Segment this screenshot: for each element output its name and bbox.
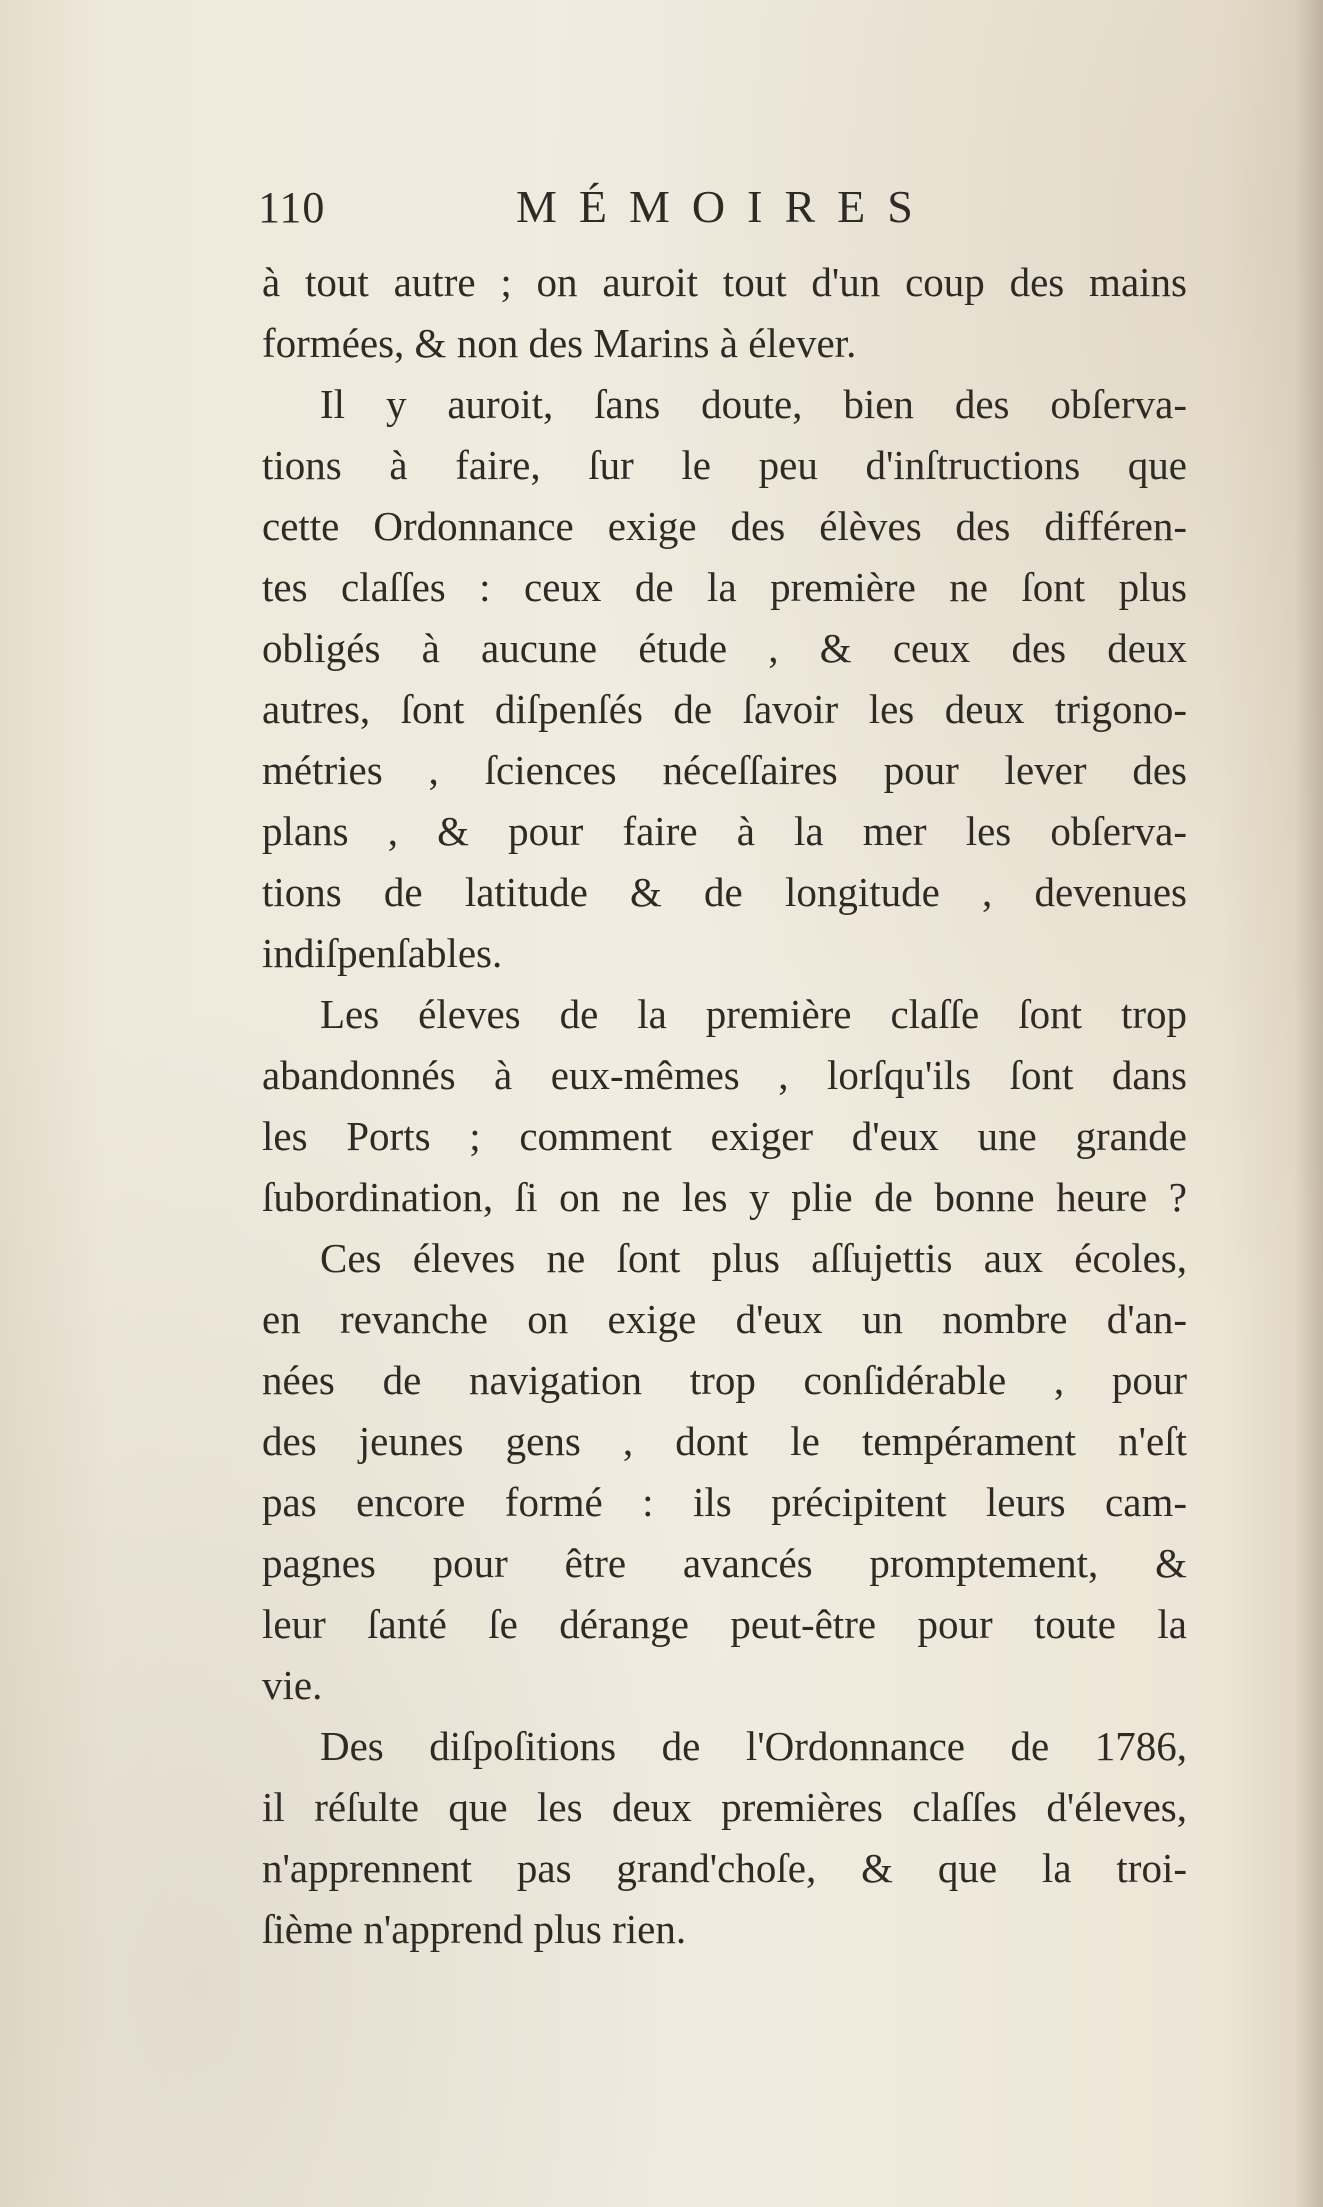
text-line: autres, ſont diſpenſés de ſavoir les deux trigono- — [262, 686, 1187, 732]
page-edge-shadow — [1295, 0, 1323, 2207]
paragraph-first-line: Les éleves de la première claſſe ſont trop — [320, 991, 1187, 1037]
text-line: nées de navigation trop conſidérable , pour — [262, 1357, 1187, 1403]
text-line: plans , & pour faire à la mer les obſerva- — [262, 808, 1187, 854]
text-line: obligés à aucune étude , & ceux des deux — [262, 625, 1187, 671]
text-line: en revanche on exige d'eux un nombre d'an- — [262, 1296, 1187, 1342]
text-line: à tout autre ; on auroit tout d'un coup des mains — [262, 259, 1187, 305]
body-text — [262, 252, 1187, 1960]
page-number: 110 — [258, 183, 326, 232]
text-line: tions de latitude & de longitude , devenues — [262, 869, 1187, 915]
text-line: formées, & non des Marins à élever. — [262, 320, 857, 366]
paragraph-first-line: Ces éleves ne ſont plus aſſujettis aux écoles, — [320, 1235, 1187, 1281]
text-line: vie. — [262, 1662, 323, 1708]
text-line: ſième n'apprend plus rien. — [262, 1906, 687, 1952]
running-head — [258, 180, 935, 240]
text-line: les Ports ; comment exiger d'eux une grande — [262, 1113, 1187, 1159]
text-line: tions à faire, ſur le peu d'inſtructions que — [262, 442, 1187, 488]
text-line: métries , ſciences néceſſaires pour lever des — [262, 747, 1187, 793]
text-line: pagnes pour être avancés promptement, & — [262, 1540, 1187, 1586]
running-title: MÉMOIRES — [516, 181, 935, 232]
text-line: cette Ordonnance exige des élèves des différen- — [262, 503, 1187, 549]
text-line: n'apprennent pas grand'choſe, & que la troi- — [262, 1845, 1187, 1891]
text-line: indiſpenſables. — [262, 930, 503, 976]
text-line: des jeunes gens , dont le tempérament n'eſt — [262, 1418, 1187, 1464]
text-line: ſubordination, ſi on ne les y plie de bonne heure ? — [262, 1174, 1187, 1220]
text-line: il réſulte que les deux premières claſſes d'éleves, — [262, 1784, 1187, 1830]
text-line: tes claſſes : ceux de la première ne ſont plus — [262, 564, 1187, 610]
text-line: pas encore formé : ils précipitent leurs cam- — [262, 1479, 1187, 1525]
paragraph-first-line: Des diſpoſitions de l'Ordonnance de 1786, — [320, 1723, 1187, 1769]
paragraph-first-line: Il y auroit, ſans doute, bien des obſerva- — [320, 381, 1187, 427]
text-line: leur ſanté ſe dérange peut-être pour toute la — [262, 1601, 1187, 1647]
text-line: abandonnés à eux-mêmes , lorſqu'ils ſont dans — [262, 1052, 1187, 1098]
